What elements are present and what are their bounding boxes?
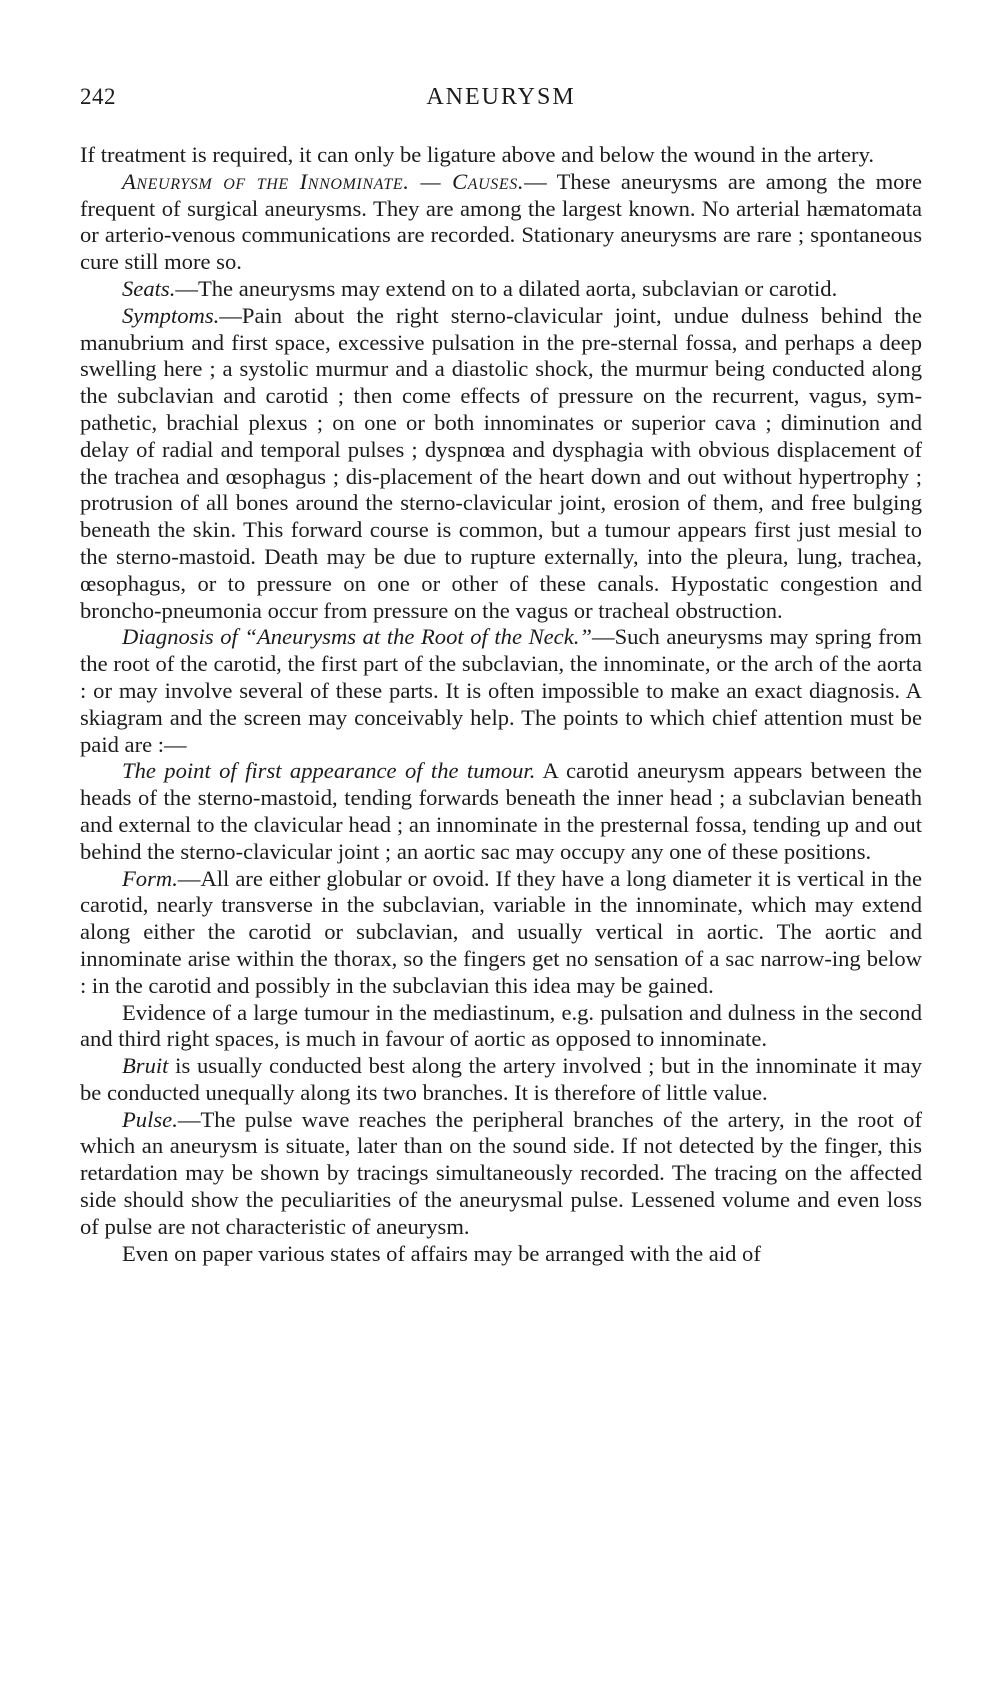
running-head (80, 84, 922, 118)
paragraph-bruit (80, 1053, 922, 1107)
paragraph-text: —The pulse wave reaches the peripheral branches of the artery, in the root of which an aneurysm is situate, later than on the sound side. If not detected by the finger, this retardation may be shown by tracings simultaneously recorded. The tracing on the affected side should show the peculiarities of the aneurysmal pulse. Lessened volume and even loss of pulse are not characteristic of aneurysm. (80, 1106, 922, 1239)
subheading-diagnosis: Diagnosis of “Aneurysms at the Root of the Neck.” (122, 624, 592, 650)
paragraph-evidence (80, 1000, 922, 1054)
paragraph-text: — These aneurysms are among the more frequent of surgical aneurysms. They are among the largest known. No arterial hæmatomata or arterio-venous communications are recorded. Stationary aneurysms are rare ; spontaneous cure still more so. (80, 168, 922, 275)
paragraph-text: —Such aneurysms may spring from the root of the carotid, the first part of the subclavian, the innominate, or the arch of the aorta : or may involve several of these parts. It is often impossible to make an exact diagnosis. A skiagram and the screen may conceivably help. The points to which chief attention must be paid are :— (80, 624, 923, 757)
paragraph-first-appearance (80, 758, 922, 865)
chapter-title: ANEURYSM (426, 84, 576, 110)
body-text (80, 142, 922, 1267)
paragraph-treatment (80, 142, 922, 169)
subheading-symptoms: Symptoms. (122, 302, 220, 328)
paragraph-text: Even on paper various states of affairs may be arranged with the aid of (122, 1240, 761, 1266)
paragraph-form (80, 866, 922, 1000)
paragraph-text: —The aneurysms may extend on to a dilated aorta, subclavian or carotid. (175, 275, 838, 301)
paragraph-continued (80, 1241, 922, 1268)
paragraph-diagnosis (80, 624, 922, 758)
section-heading-innominate: Aneurysm of the Innominate. — Causes. (122, 168, 525, 194)
paragraph-text: A carotid aneurysm appears between the heads of the sterno-mastoid, tending forwards beneath the inner head ; a subclavian beneath and external to the clavicular head ; an innominate in the presternal fossa, tending up and out behind the sterno-clavicular joint ; an aortic sac may occupy any one of these positions. (80, 758, 922, 864)
paragraph-text: —All are either globular or ovoid. If they have a long diameter it is vertical in the carotid, nearly transverse in the subclavian, variable in the innominate, which may extend along either the carotid or subclavian, and usually vertical in aortic. The aortic and innominate arise within the thorax, so the fingers get no sensation of a sac narrow-ing below : in the carotid and possibly in the subclavian this idea may be gained. (80, 865, 922, 998)
page-number: 242 (80, 84, 116, 109)
paragraph-seats (80, 276, 922, 303)
subheading-form: Form. (122, 865, 178, 891)
paragraph-innominate-causes (80, 169, 922, 276)
paragraph-text: If treatment is required, it can only be ligature above and below the wound in the artery. (80, 142, 875, 167)
subheading-first-appearance: The point of first appearance of the tumour. (122, 758, 536, 784)
paragraph-pulse (80, 1107, 922, 1241)
paragraph-text: Evidence of a large tumour in the mediastinum, e.g. pulsation and dulness in the second and third right spaces, is much in favour of aortic as opposed to innominate. (80, 999, 922, 1052)
paragraph-symptoms (80, 303, 922, 625)
subheading-bruit: Bruit (122, 1053, 169, 1079)
paragraph-text: —Pain about the right sterno-clavicular joint, undue dulness behind the manubrium and first space, excessive pulsation in the pre-sternal fossa, and perhaps a deep swelling here ; a systolic murmur and a diastolic shock, the murmur being conducted along the subclavian and carotid ; then come effects of pressure on the recurrent, vagus, sym-pathetic, brachial plexus ; on one or both innominates or superior cava ; diminution and delay of radial and temporal pulses ; dyspnœa and dysphagia with obvious displacement of the trachea and œsophagus ; dis-placement of the heart down and out without hypertrophy ; protrusion of all bones around the sterno-clavicular joint, erosion of them, and free bulging beneath the skin. This forward course is common, but a tumour appears first just mesial to the sterno-mastoid. Death may be due to rupture externally, into the pleura, lung, trachea, œsophagus, or to pressure on one or other of these canals. Hypostatic congestion and broncho-pneumonia occur from pressure on the vagus or tracheal obstruction. (80, 302, 922, 623)
subheading-seats: Seats. (122, 275, 176, 301)
subheading-pulse: Pulse. (122, 1106, 178, 1132)
paragraph-text: is usually conducted best along the artery involved ; but in the innominate it may be conducted unequally along its two branches. It is therefore of little value. (80, 1053, 922, 1105)
